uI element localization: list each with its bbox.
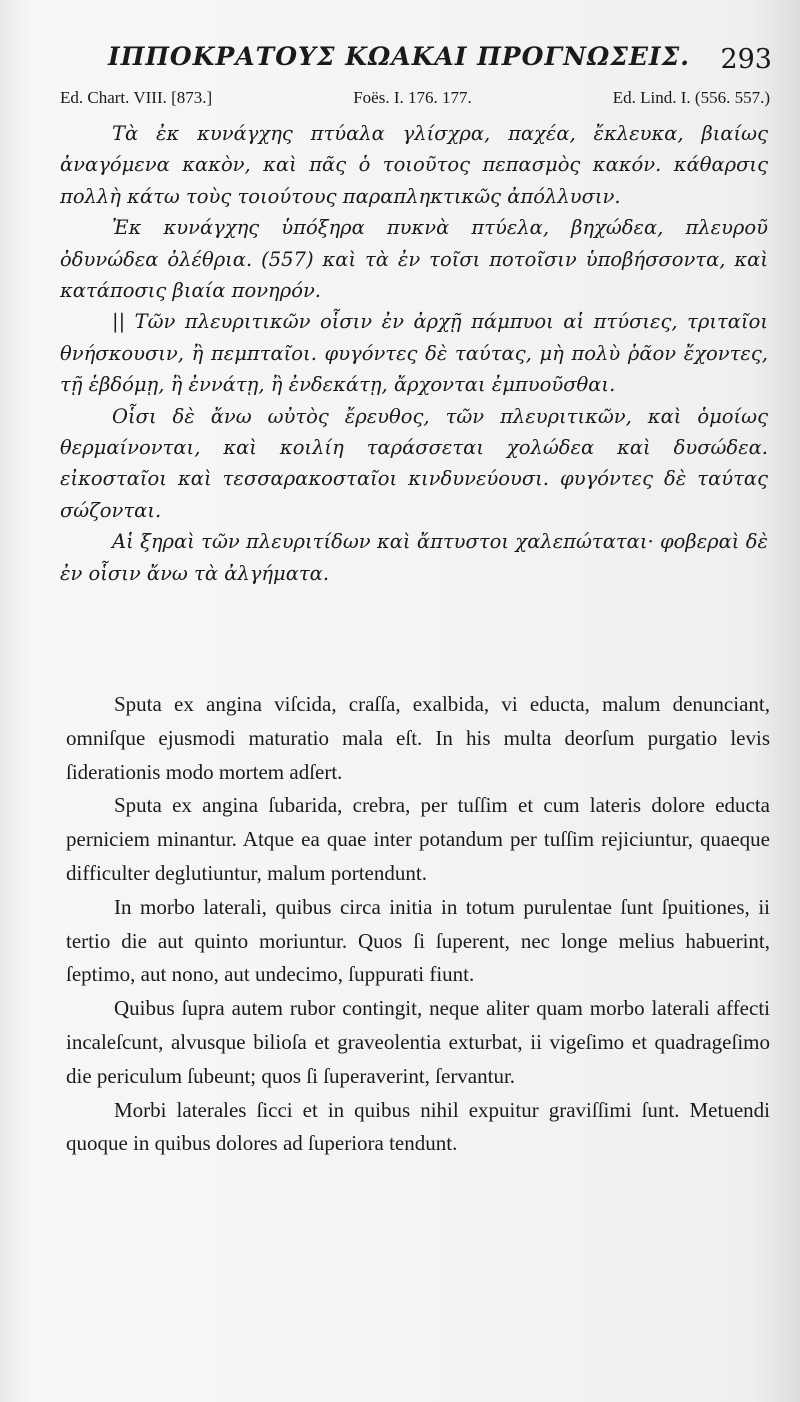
latin-translation-block [66,688,770,1161]
greek-paragraph: || Τῶν πλευριτικῶν οἷσιν ἐν ἀρχῇ πάμπυοι αἱ πτύσιες, τριταῖοι θνήσκουσιν, ἢ πεμπταῖοι. φυγόντες δὲ ταύτας, μὴ πολὺ ῥᾶον ἔχοντες, τῇ ἑβδόμῃ, ἢ ἐννάτῃ, ἢ ἐνδεκάτῃ, ἄρχονται ἐμπυοῦσθαι. [60,310,768,397]
latin-paragraph: Quibus ſupra autem rubor contingit, neque aliter quam morbo laterali affecti incaleſcunt, alvusque bilioſa et graveolentia exturbat, ii vigeſimo et quadrageſimo die periculum ſubeunt; quos ſi ſuperaverint, ſervantur. [66,996,770,1088]
latin-paragraph: Sputa ex angina ſubarida, crebra, per tuſſim et cum lateris dolore educta perniciem minantur. Atque ea quae inter potandum per tuſſim rejiciuntur, quaeque difficulter deglutiuntur, malum portendunt. [66,793,770,885]
greek-paragraph: Αἱ ξηραὶ τῶν πλευριτίδων καὶ ἄπτυστοι χαλεπώταται· φοβεραὶ δὲ ἐν οἷσιν ἄνω τὰ ἀλγήματα. [60,530,768,585]
chartier-edition-ref: Ed. Chart. VIII. [873.] [60,88,213,107]
foesius-edition-ref: Foës. I. 176. 177. [353,88,472,107]
greek-text-block [60,118,768,589]
latin-paragraph: In morbo laterali, quibus circa initia in totum purulentae ſunt ſpuitiones, ii tertio die aut quinto moriuntur. Quos ſi ſuperent, nec longe melius habuerint, ſeptimo, aut nono, aut undecimo, ſuppurati fiunt. [66,894,770,987]
page-header [108,42,772,75]
latin-paragraph: Sputa ex angina viſcida, craſſa, exalbida, vi educta, malum denunciant, omniſque ejusmodi maturatio mala eſt. In his multa deorſum purgatio levis ſiderationis modo mortem adſert. [66,692,770,784]
greek-paragraph: Οἷσι δὲ ἄνω ωὐτὸς ἔρευθος, τῶν πλευριτικῶν, καὶ ὁμοίως θερμαίνονται, καὶ κοιλίη ταράσσεται χολώδεα καὶ δυσώδεα. εἰκοσταῖοι καὶ τεσσαρακοσταῖοι κινδυνεύουσι. φυγόντες δὲ ταύτας σώζονται. [60,404,768,522]
latin-paragraph: Morbi laterales ſicci et in quibus nihil expuitur graviſſimi ſunt. Metuendi quoque in quibus dolores ad ſuperiora tendunt. [66,1097,770,1156]
greek-paragraph: Ἐκ κυνάγχης ὑπόξηρα πυκνὰ πτύελα, βηχώδεα, πλευροῦ ὀδυνώδεα ὀλέθρια. (557) καὶ τὰ ἐν τοῖσι ποτοῖσιν ὑποβήσσοντα, καὶ κατάποσις βιαία πονηρόν. [60,216,768,303]
greek-paragraph: Τὰ ἐκ κυνάγχης πτύαλα γλίσχρα, παχέα, ἔκλευκα, βιαίως ἀναγόμενα κακὸν, καὶ πᾶς ὁ τοιοῦτος πεπασμὸς κακόν. κάθαρσις πολλὴ κάτω τοὺς τοιούτους παραπληκτικῶς ἀπόλλυσιν. [60,122,768,208]
lind-edition-ref: Ed. Lind. I. (556. 557.) [612,88,770,107]
page-number: 293 [720,44,772,75]
edition-reference-line [60,88,770,108]
running-title: ΙΠΠΟΚΡΑΤΟΥΣ ΚΩΑΚΑΙ ΠΡΟΓΝΩΣΕΙΣ. [108,42,691,71]
